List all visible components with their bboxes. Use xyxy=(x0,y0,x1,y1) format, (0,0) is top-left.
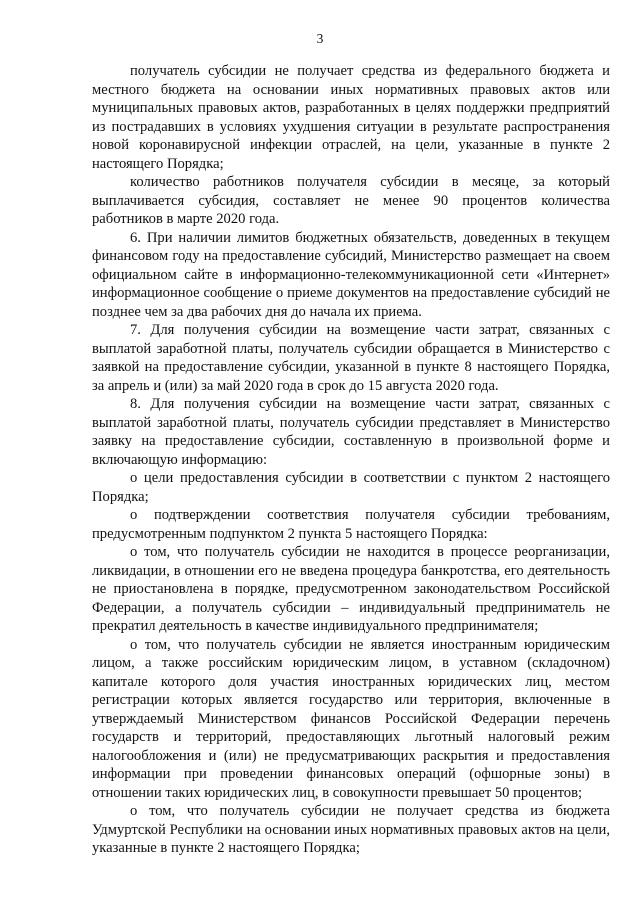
document-body xyxy=(92,62,610,858)
paragraph-7: о подтверждении соответствия получателя субсидии требованиям, предусмотренным подпунктом 2 пункта 5 настоящего Порядка: xyxy=(92,507,610,542)
paragraph-9: о том, что получатель субсидии не является иностранным юридическим лицом, а также российским юридическим лицом, в уставном (складочном) капитале которого доля участия иностранных юридических лиц, местом регистрации которых является государство или территория, включенные в утверждаемый Министерством финансов Российской Федерации перечень государств и территорий, предоставляющих льготный налоговый режим налогообложения и (или) не предусматривающих раскрытия и предоставления информации при проведении финансовых операций (офшорные зоны) в отношении таких юридических лиц, в совокупности превышает 50 процентов; xyxy=(92,636,610,801)
paragraph-3: 6. При наличии лимитов бюджетных обязательств, доведенных в текущем финансовом году на предоставление субсидий, Министерство размещает на своем официальном сайте в информационно-телекоммуникационной сети «Интернет» информационное сообщение о приеме документов на предоставление субсидий не позднее чем за два рабочих дня до начала их приема. xyxy=(92,229,610,320)
paragraph-4: 7. Для получения субсидии на возмещение части затрат, связанных с выплатой заработной платы, получатель субсидии обращается в Министерство с заявкой на предоставление субсидии, указанной в пункте 8 настоящего Порядка, за апрель и (или) за май 2020 года в срок до 15 августа 2020 года. xyxy=(92,322,610,394)
paragraph-8: о том, что получатель субсидии не находится в процессе реорганизации, ликвидации, в отношении его не введена процедура банкротства, его деятельность не приостановлена в порядке, предусмотренном законодательством Российской Федерации, а получатель субсидии – индивидуальный предприниматель не прекратил деятельность в качестве индивидуального предпринимателя; xyxy=(92,544,610,634)
paragraph-2: количество работников получателя субсидии в месяце, за который выплачивается субсидия, составляет не менее 90 процентов количества работников в марте 2020 года. xyxy=(92,174,610,227)
page-number: 3 xyxy=(316,31,324,46)
paragraph-10: о том, что получатель субсидии не получает средства из бюджета Удмуртской Республики на основании иных нормативных правовых актов на цели, указанные в пункте 2 настоящего Порядка; xyxy=(92,803,610,856)
paragraph-6: о цели предоставления субсидии в соответствии с пунктом 2 настоящего Порядка; xyxy=(92,470,610,505)
paragraph-5: 8. Для получения субсидии на возмещение части затрат, связанных с выплатой заработной платы, получатель субсидии представляет в Министерство заявку на предоставление субсидии, составленную в произвольной форме и включающую информацию: xyxy=(92,396,610,468)
paragraph-1: получатель субсидии не получает средства из федерального бюджета и местного бюджета на основании иных нормативных правовых актов или муниципальных правовых актов, разработанных в целях поддержки предприятий из пострадавших в условиях ухудшения ситуации в результате распространения новой коронавирусной инфекции отраслей, на цели, указанные в пункте 2 настоящего Порядка; xyxy=(92,63,610,172)
